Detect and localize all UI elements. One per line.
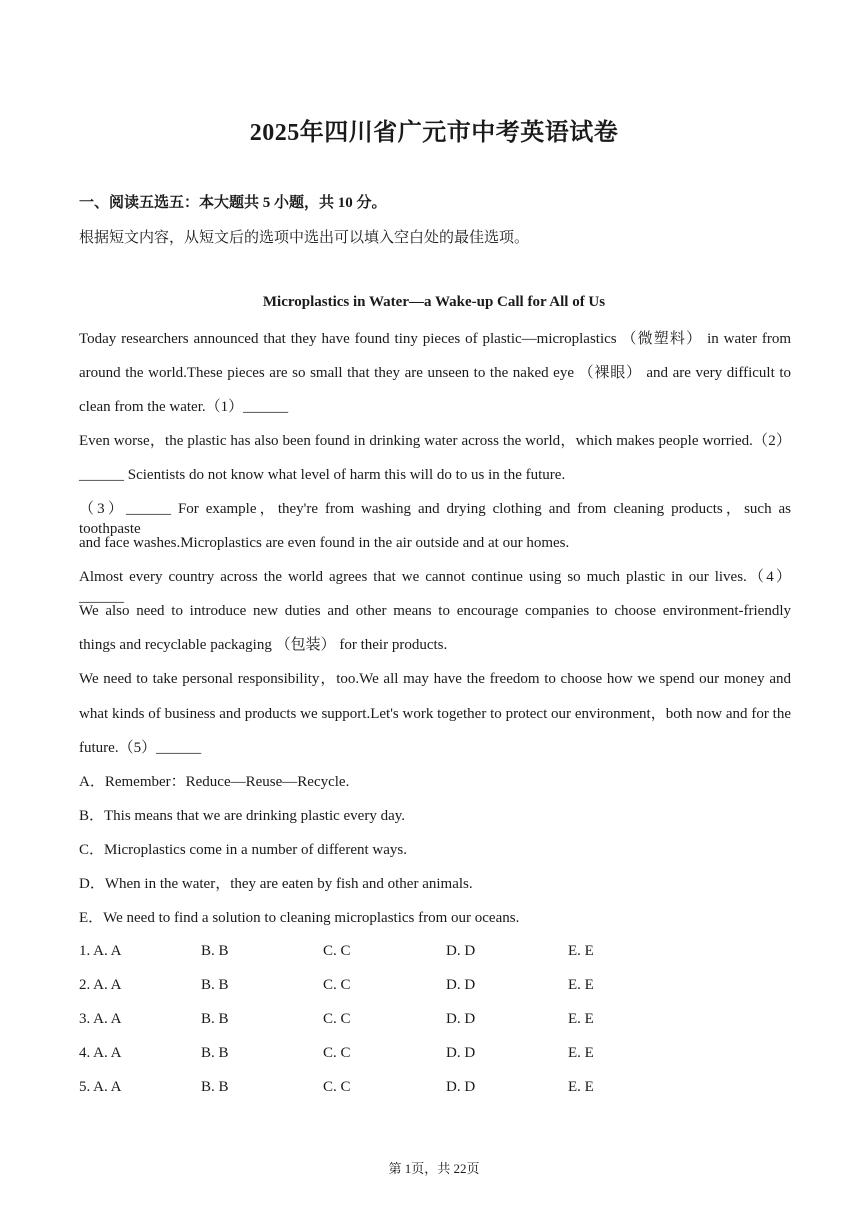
answer-option[interactable]: E. E bbox=[568, 1011, 594, 1027]
answer-row-2 bbox=[79, 977, 679, 997]
answer-row-5 bbox=[79, 1079, 679, 1099]
answer-option[interactable]: D. D bbox=[446, 943, 476, 959]
answer-option[interactable]: 1. A. A bbox=[79, 943, 122, 959]
page-title: 2025年四川省广元市中考英语试卷 bbox=[249, 120, 619, 146]
answer-option[interactable]: B. B bbox=[201, 1079, 229, 1095]
section-heading: 一、阅读五选五：本大题共 5 小题，共 10 分。 bbox=[79, 195, 387, 211]
answer-option[interactable]: D. D bbox=[446, 1011, 476, 1027]
passage-line: things and recyclable packaging （包装） for their products. bbox=[79, 637, 448, 653]
passage-line: Today researchers announced that they have found tiny pieces of plastic—microplastics （微塑料） in water from bbox=[79, 331, 791, 347]
choice-a: A．Remember：Reduce—Reuse—Recycle. bbox=[79, 774, 350, 790]
passage-line: Almost every country across the world agrees that we cannot continue using so much plastic in our lives.（4）______ bbox=[79, 569, 791, 605]
answer-option[interactable]: E. E bbox=[568, 977, 594, 993]
answer-row-4 bbox=[79, 1045, 679, 1065]
choice-b: B．This means that we are drinking plastic every day. bbox=[79, 808, 406, 824]
answer-option[interactable]: D. D bbox=[446, 1045, 476, 1061]
answer-row-1 bbox=[79, 943, 679, 963]
passage-line: Even worse，the plastic has also been found in drinking water across the world，which makes people worried.（2） bbox=[79, 433, 791, 449]
passage-line: and face washes.Microplastics are even found in the air outside and at our homes. bbox=[79, 535, 570, 551]
answer-option[interactable]: C. C bbox=[323, 1011, 351, 1027]
passage-line: clean from the water.（1）______ bbox=[79, 399, 289, 415]
answer-option[interactable]: E. E bbox=[568, 1045, 594, 1061]
answer-option[interactable]: B. B bbox=[201, 977, 229, 993]
answer-option[interactable]: C. C bbox=[323, 1045, 351, 1061]
answer-option[interactable]: C. C bbox=[323, 1079, 351, 1095]
page-footer: 第 1页，共 22页 bbox=[388, 1161, 480, 1176]
instruction-text: 根据短文内容，从短文后的选项中选出可以填入空白处的最佳选项。 bbox=[79, 230, 530, 246]
answer-option[interactable]: B. B bbox=[201, 943, 229, 959]
answer-option[interactable]: 2. A. A bbox=[79, 977, 122, 993]
answer-option[interactable]: D. D bbox=[446, 977, 476, 993]
answer-option[interactable]: D. D bbox=[446, 1079, 476, 1095]
passage-line: We also need to introduce new duties and other means to encourage companies to choose environment-friendly bbox=[79, 603, 791, 619]
answer-option[interactable]: B. B bbox=[201, 1011, 229, 1027]
answer-option[interactable]: C. C bbox=[323, 977, 351, 993]
passage-line: around the world.These pieces are so small that they are unseen to the naked eye （裸眼） and are very difficult to bbox=[79, 365, 791, 381]
passage-line: （3）______ For example，they're from washing and drying clothing and from cleaning products，such as toothpaste bbox=[79, 501, 791, 537]
answer-option[interactable]: 3. A. A bbox=[79, 1011, 122, 1027]
answer-option[interactable]: 5. A. A bbox=[79, 1079, 122, 1095]
passage-line: future.（5）______ bbox=[79, 740, 202, 756]
answer-option[interactable]: C. C bbox=[323, 943, 351, 959]
choice-e: E．We need to find a solution to cleaning microplastics from our oceans. bbox=[79, 910, 520, 926]
answer-option[interactable]: 4. A. A bbox=[79, 1045, 122, 1061]
passage-line: ______ Scientists do not know what level of harm this will do to us in the future. bbox=[79, 467, 566, 483]
answer-option[interactable]: E. E bbox=[568, 1079, 594, 1095]
passage-line: what kinds of business and products we support.Let's work together to protect our environment，both now and for the bbox=[79, 706, 791, 722]
passage-line: We need to take personal responsibility，too.We all may have the freedom to choose how we spend our money and bbox=[79, 671, 791, 687]
answer-row-3 bbox=[79, 1011, 679, 1031]
answer-option[interactable]: B. B bbox=[201, 1045, 229, 1061]
choice-c: C．Microplastics come in a number of different ways. bbox=[79, 842, 407, 858]
choice-d: D．When in the water，they are eaten by fish and other animals. bbox=[79, 876, 473, 892]
answer-option[interactable]: E. E bbox=[568, 943, 594, 959]
passage-title: Microplastics in Water—a Wake-up Call for All of Us bbox=[262, 294, 606, 310]
